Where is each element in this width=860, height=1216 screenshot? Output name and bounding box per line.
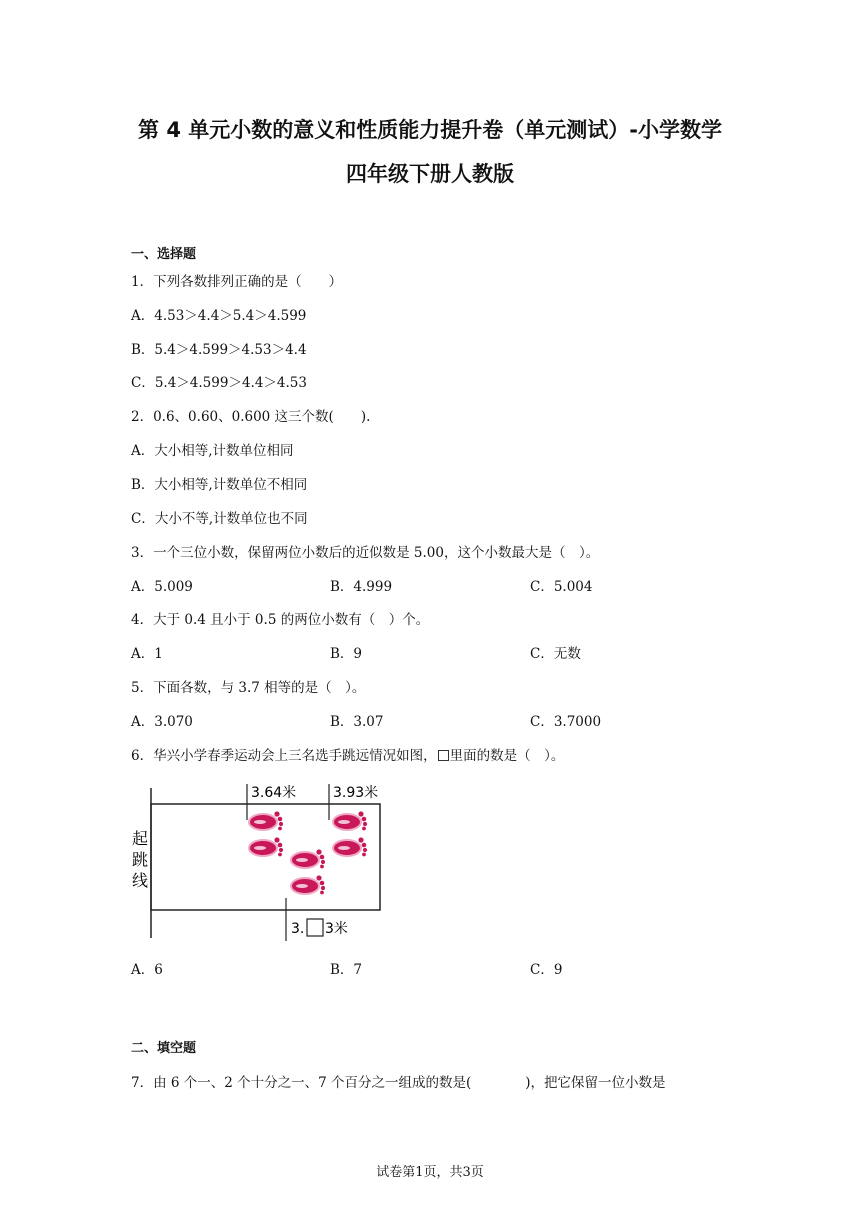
question-3-option-b: B．4.999 — [330, 579, 393, 595]
footprint-icon-1a — [249, 811, 283, 830]
section-heading-fill-in: 二、填空题 — [131, 1041, 197, 1056]
question-3-stem: 3．一个三位小数，保留两位小数后的近似数是 5.00，这个小数最大是（ ）。 — [131, 545, 600, 561]
footprint-icon-2a — [333, 811, 367, 830]
question-6-stem-end: 里面的数是（ ）。 — [449, 748, 565, 764]
question-3-option-a: A．5.009 — [131, 579, 193, 595]
question-6-option-b: B．7 — [330, 962, 363, 978]
square-box-icon — [438, 750, 449, 761]
question-4-option-b: B．9 — [330, 646, 363, 662]
document-title-line-1: 第 4 单元小数的意义和性质能力提升卷（单元测试）-小学数学 — [138, 118, 722, 142]
section-heading-choice: 一、选择题 — [131, 247, 197, 262]
marker-label-3-suffix: 3米 — [325, 921, 348, 937]
question-4-option-c: C．无数 — [530, 646, 581, 662]
question-6-stem — [131, 744, 564, 764]
marker-label-3-prefix: 3. — [291, 921, 305, 937]
question-1-stem: 1．下列各数排列正确的是（ ） — [131, 274, 343, 290]
document-title-line-2: 四年级下册人教版 — [346, 162, 514, 186]
question-1-option-c: C．5.4＞4.599＞4.4＞4.53 — [131, 375, 307, 391]
footprint-icon-3b — [291, 875, 325, 894]
question-2-option-c: C．大小不等,计数单位也不同 — [131, 511, 308, 527]
question-5-option-b: B．3.07 — [330, 714, 384, 730]
question-7-stem: 7．由 6 个一、2 个十分之一、7 个百分之一组成的数是( )，把它保留一位小数是 — [131, 1075, 666, 1091]
unknown-digit-box — [307, 919, 323, 936]
question-5-option-a: A．3.070 — [131, 714, 193, 730]
label-tiao: 跳 — [131, 850, 149, 869]
long-jump-diagram — [130, 776, 390, 944]
question-3-option-c: C．5.004 — [530, 579, 593, 595]
label-qi: 起 — [131, 829, 149, 848]
label-xian: 线 — [131, 871, 149, 890]
footprint-icon-2b — [333, 837, 367, 856]
question-5-option-c: C．3.7000 — [530, 714, 602, 730]
marker-label-1: 3.64米 — [251, 785, 297, 801]
question-6-option-a: A．6 — [131, 962, 163, 978]
footprint-icon-3a — [291, 849, 325, 868]
question-2-stem: 2．0.6、0.60、0.600 这三个数( ). — [131, 409, 371, 425]
marker-label-2: 3.93米 — [333, 785, 379, 801]
question-2-option-b: B．大小相等,计数单位不相同 — [131, 477, 308, 493]
question-2-option-a: A．大小相等,计数单位相同 — [131, 443, 294, 459]
page-footer: 试卷第1页，共3页 — [376, 1165, 484, 1180]
question-4-stem: 4．大于 0.4 且小于 0.5 的两位小数有（ ）个。 — [131, 612, 430, 628]
question-5-stem: 5．下面各数，与 3.7 相等的是（ ）。 — [131, 680, 366, 696]
question-6-stem-start: 6．华兴小学春季运动会上三名选手跳远情况如图， — [131, 748, 437, 764]
question-1-option-a: A．4.53＞4.4＞5.4＞4.599 — [131, 308, 307, 324]
footprint-icon-1b — [249, 837, 283, 856]
question-4-option-a: A．1 — [131, 646, 163, 662]
question-6-option-c: C．9 — [530, 962, 563, 978]
question-1-option-b: B．5.4＞4.599＞4.53＞4.4 — [131, 342, 307, 358]
